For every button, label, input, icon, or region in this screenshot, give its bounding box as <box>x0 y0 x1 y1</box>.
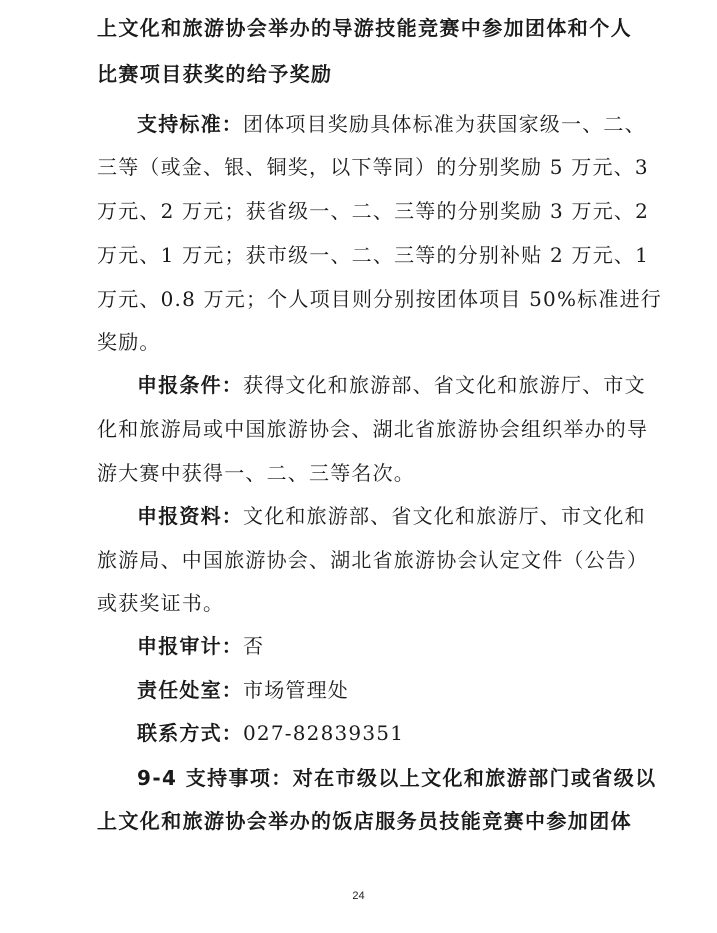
support-standard-line-3: 万元、2 万元；获省级一、二、三等的分别奖励 3 万元、2 <box>97 199 650 223</box>
conditions-text: 获得文化和旅游部、省文化和旅游厅、市文 <box>243 373 646 397</box>
support-standard-label: 支持标准： <box>137 112 243 136</box>
contact-value: 027-82839351 <box>243 721 405 745</box>
support-standard-line-2: 三等（或金、银、铜奖，以下等同）的分别奖励 5 万元、3 <box>97 155 649 179</box>
audit-line <box>137 634 659 658</box>
materials-line-3: 或获奖证书。 <box>97 591 225 615</box>
materials-line-1 <box>137 504 659 528</box>
next-item-line-2: 上文化和旅游协会举办的饭店服务员技能竞赛中参加团体 <box>97 809 632 833</box>
page-number: 24 <box>352 890 365 902</box>
support-standard-line-4: 万元、1 万元；获市级一、二、三等的分别补贴 2 万元、1 <box>97 243 650 267</box>
materials-text: 文化和旅游部、省文化和旅游厅、市文化和 <box>243 504 646 528</box>
heading-line-2: 比赛项目获奖的给予奖励 <box>97 62 333 86</box>
support-standard-line-1 <box>137 112 659 136</box>
contact-line <box>137 721 659 745</box>
contact-label: 联系方式： <box>137 721 243 745</box>
conditions-line-1 <box>137 373 659 397</box>
office-line <box>137 678 659 702</box>
conditions-line-3: 游大赛中获得一、二、三等名次。 <box>97 461 415 485</box>
conditions-line-2: 化和旅游局或中国旅游协会、湖北省旅游协会组织举办的导 <box>97 417 649 441</box>
office-value: 市场管理处 <box>243 678 349 702</box>
materials-label: 申报资料： <box>137 504 243 528</box>
audit-label: 申报审计： <box>137 634 243 658</box>
heading-line-1: 上文化和旅游协会举办的导游技能竞赛中参加团体和个人 <box>97 16 632 40</box>
office-label: 责任处室： <box>137 678 243 702</box>
support-standard-line-5: 万元、0.8 万元；个人项目则分别按团体项目 50%标准进行 <box>97 287 662 311</box>
conditions-label: 申报条件： <box>137 373 243 397</box>
support-standard-text: 团体项目奖励具体标准为获国家级一、二、 <box>243 112 646 136</box>
support-standard-line-6: 奖励。 <box>97 330 161 354</box>
audit-value: 否 <box>243 634 265 658</box>
next-item-line-1: 9-4 支持事项：对在市级以上文化和旅游部门或省级以 <box>137 766 657 790</box>
materials-line-2: 旅游局、中国旅游协会、湖北省旅游协会认定文件（公告） <box>97 548 649 572</box>
